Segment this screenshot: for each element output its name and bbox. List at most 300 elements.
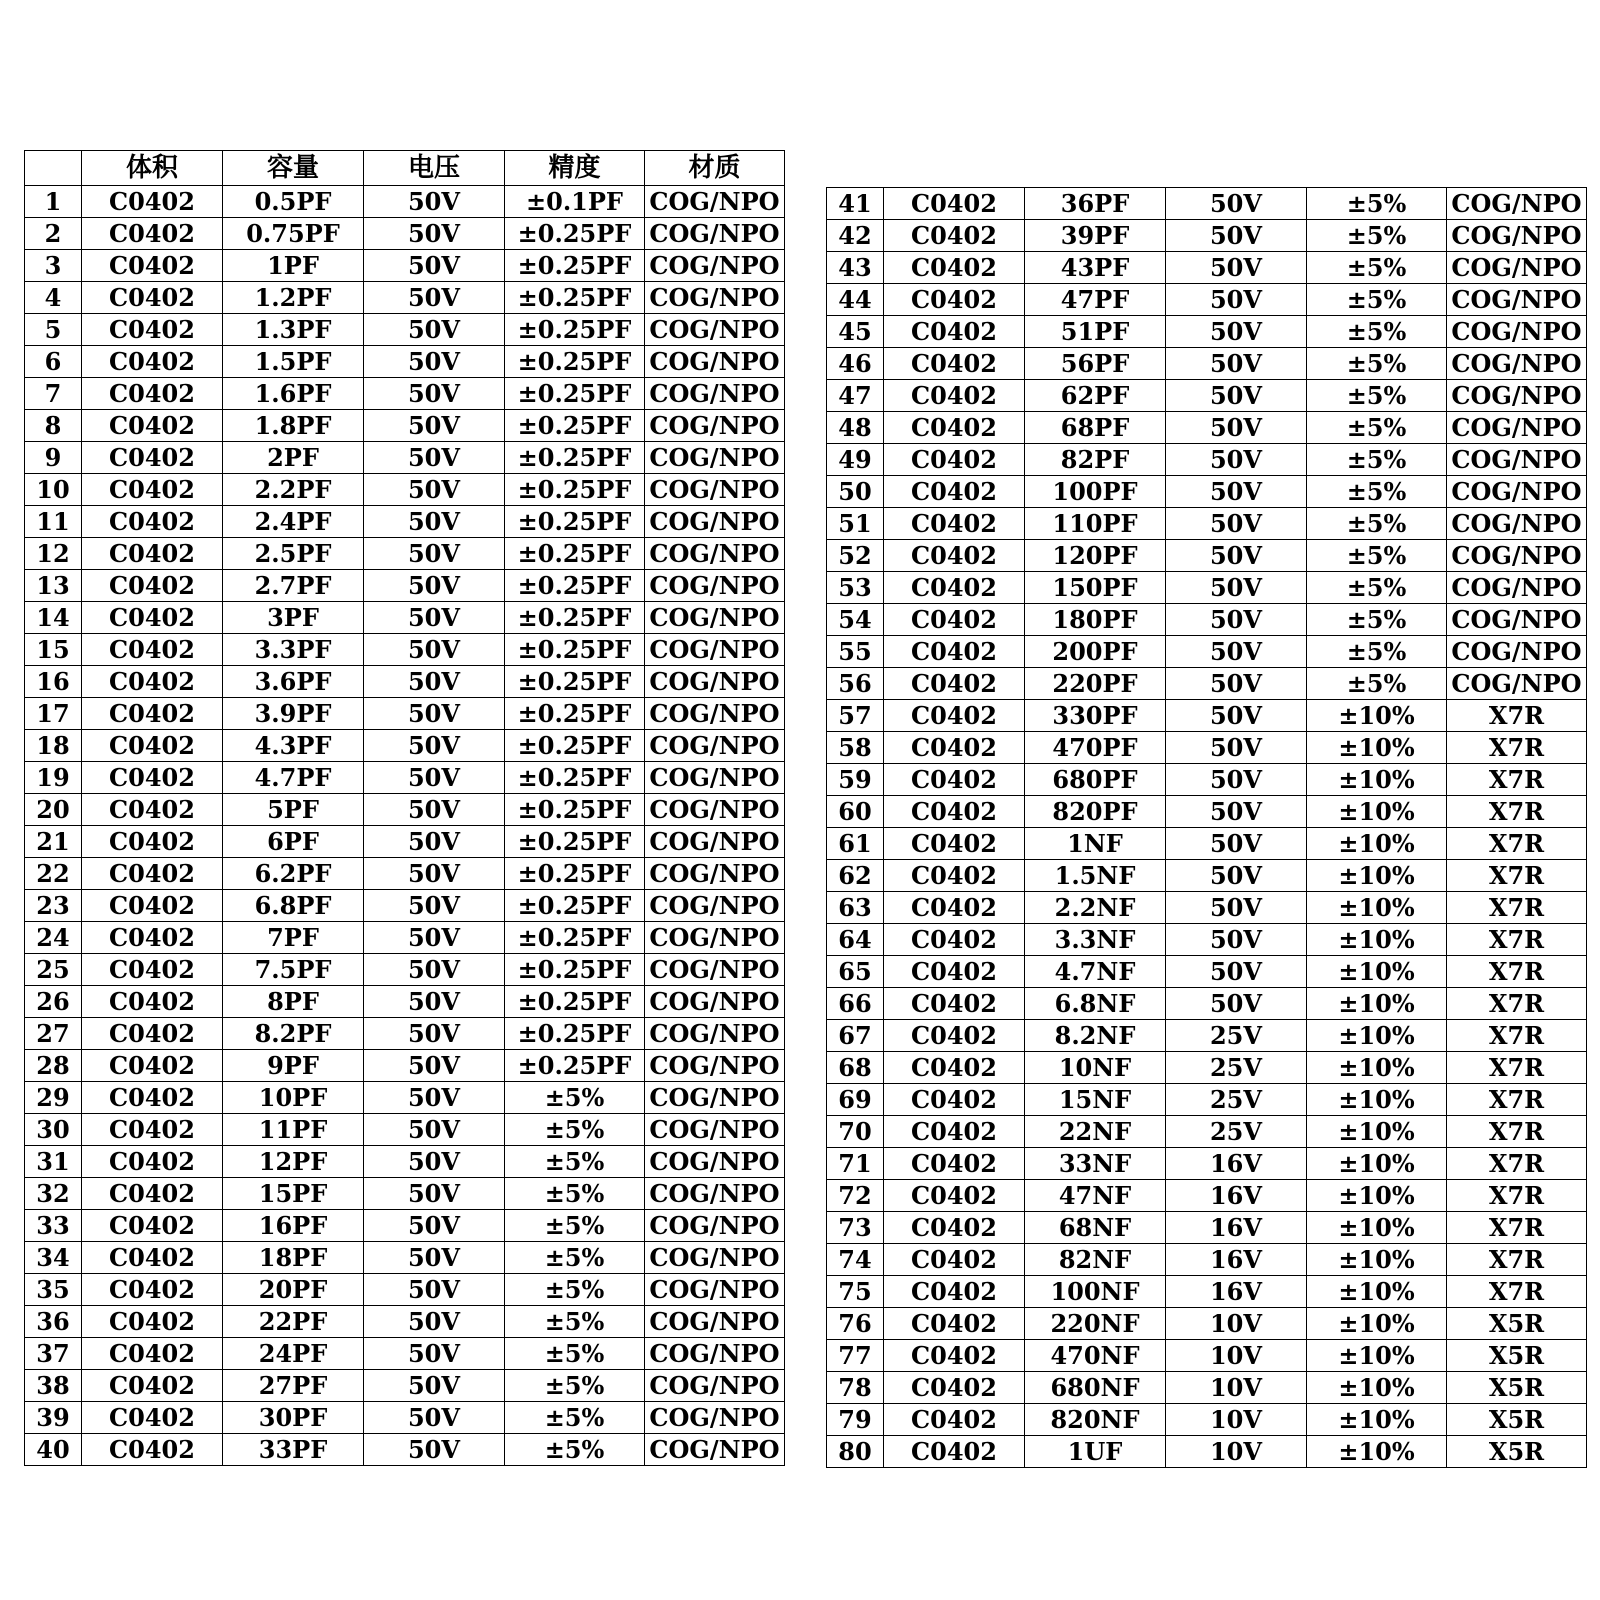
cell-index: 34 [25, 1242, 82, 1274]
cell-index: 27 [25, 1018, 82, 1050]
cell-voltage: 16V [1166, 1180, 1307, 1212]
cell-voltage: 50V [1166, 380, 1307, 412]
cell-tolerance: ±10% [1307, 1020, 1447, 1052]
cell-size: C0402 [82, 1306, 223, 1338]
cell-tolerance: ±10% [1307, 1404, 1447, 1436]
cell-voltage: 50V [364, 698, 505, 730]
cell-size: C0402 [82, 410, 223, 442]
cell-voltage: 50V [364, 250, 505, 282]
cell-size: C0402 [884, 1404, 1025, 1436]
cell-size: C0402 [82, 1114, 223, 1146]
cell-capacitance: 4.3PF [223, 730, 364, 762]
cell-index: 24 [25, 922, 82, 954]
cell-capacitance: 2.2NF [1025, 892, 1166, 924]
cell-material: COG/NPO [645, 1018, 785, 1050]
cell-tolerance: ±5% [1307, 604, 1447, 636]
cell-size: C0402 [82, 1178, 223, 1210]
cell-capacitance: 3.3PF [223, 634, 364, 666]
table-row [25, 1306, 785, 1338]
cell-index: 80 [827, 1436, 884, 1468]
cell-index: 20 [25, 794, 82, 826]
table-row [827, 828, 1587, 860]
cell-capacitance: 470NF [1025, 1340, 1166, 1372]
cell-index: 29 [25, 1082, 82, 1114]
cell-voltage: 50V [1166, 220, 1307, 252]
header-capacitance: 容量 [223, 151, 364, 186]
table-row [827, 1148, 1587, 1180]
cell-tolerance: ±10% [1307, 764, 1447, 796]
cell-tolerance: ±10% [1307, 1340, 1447, 1372]
table-row [827, 348, 1587, 380]
cell-voltage: 50V [364, 282, 505, 314]
cell-capacitance: 1PF [223, 250, 364, 282]
cell-capacitance: 9PF [223, 1050, 364, 1082]
cell-tolerance: ±0.25PF [505, 570, 645, 602]
cell-index: 52 [827, 540, 884, 572]
cell-capacitance: 220PF [1025, 668, 1166, 700]
cell-voltage: 50V [1166, 764, 1307, 796]
cell-index: 46 [827, 348, 884, 380]
cell-index: 58 [827, 732, 884, 764]
cell-tolerance: ±5% [1307, 412, 1447, 444]
cell-size: C0402 [82, 218, 223, 250]
cell-material: COG/NPO [645, 666, 785, 698]
cell-capacitance: 68NF [1025, 1212, 1166, 1244]
cell-tolerance: ±5% [505, 1114, 645, 1146]
cell-index: 42 [827, 220, 884, 252]
table-row [25, 858, 785, 890]
cell-tolerance: ±10% [1307, 1276, 1447, 1308]
cell-size: C0402 [884, 1276, 1025, 1308]
cell-material: COG/NPO [1447, 508, 1587, 540]
cell-material: COG/NPO [645, 1178, 785, 1210]
cell-material: X7R [1447, 1020, 1587, 1052]
cell-index: 55 [827, 636, 884, 668]
table-row [827, 444, 1587, 476]
cell-material: X7R [1447, 860, 1587, 892]
cell-capacitance: 62PF [1025, 380, 1166, 412]
cell-tolerance: ±0.25PF [505, 250, 645, 282]
cell-capacitance: 820PF [1025, 796, 1166, 828]
cell-tolerance: ±5% [505, 1210, 645, 1242]
cell-voltage: 50V [364, 858, 505, 890]
cell-tolerance: ±0.25PF [505, 538, 645, 570]
cell-tolerance: ±5% [1307, 540, 1447, 572]
cell-material: COG/NPO [645, 602, 785, 634]
cell-voltage: 50V [1166, 316, 1307, 348]
cell-capacitance: 47NF [1025, 1180, 1166, 1212]
table-row [25, 666, 785, 698]
cell-size: C0402 [884, 316, 1025, 348]
cell-index: 67 [827, 1020, 884, 1052]
table-row [827, 1308, 1587, 1340]
cell-voltage: 10V [1166, 1436, 1307, 1468]
cell-index: 62 [827, 860, 884, 892]
cell-index: 66 [827, 988, 884, 1020]
cell-voltage: 50V [364, 538, 505, 570]
table-row [827, 732, 1587, 764]
cell-size: C0402 [82, 1050, 223, 1082]
cell-tolerance: ±5% [505, 1146, 645, 1178]
cell-voltage: 25V [1166, 1084, 1307, 1116]
cell-capacitance: 200PF [1025, 636, 1166, 668]
cell-capacitance: 82PF [1025, 444, 1166, 476]
cell-material: X7R [1447, 892, 1587, 924]
cell-capacitance: 1.3PF [223, 314, 364, 346]
cell-material: COG/NPO [645, 826, 785, 858]
cell-size: C0402 [884, 1244, 1025, 1276]
cell-voltage: 50V [1166, 636, 1307, 668]
cell-voltage: 50V [364, 1402, 505, 1434]
cell-size: C0402 [82, 442, 223, 474]
cell-capacitance: 56PF [1025, 348, 1166, 380]
cell-tolerance: ±0.25PF [505, 1018, 645, 1050]
table-body-right [827, 188, 1587, 1468]
cell-index: 14 [25, 602, 82, 634]
cell-material: X7R [1447, 988, 1587, 1020]
cell-index: 12 [25, 538, 82, 570]
cell-voltage: 50V [364, 634, 505, 666]
cell-size: C0402 [82, 282, 223, 314]
cell-size: C0402 [82, 346, 223, 378]
cell-tolerance: ±5% [505, 1306, 645, 1338]
cell-index: 16 [25, 666, 82, 698]
cell-index: 79 [827, 1404, 884, 1436]
cell-material: COG/NPO [645, 1082, 785, 1114]
cell-material: X7R [1447, 1116, 1587, 1148]
cell-index: 73 [827, 1212, 884, 1244]
cell-tolerance: ±0.25PF [505, 666, 645, 698]
cell-index: 7 [25, 378, 82, 410]
cell-material: COG/NPO [645, 922, 785, 954]
table-row [25, 1242, 785, 1274]
cell-voltage: 10V [1166, 1372, 1307, 1404]
cell-size: C0402 [884, 1052, 1025, 1084]
cell-capacitance: 1.5PF [223, 346, 364, 378]
cell-tolerance: ±5% [505, 1434, 645, 1466]
table-row [827, 316, 1587, 348]
cell-material: X7R [1447, 828, 1587, 860]
cell-material: COG/NPO [1447, 444, 1587, 476]
cell-tolerance: ±10% [1307, 924, 1447, 956]
cell-tolerance: ±0.25PF [505, 442, 645, 474]
cell-index: 25 [25, 954, 82, 986]
table-body-left [25, 186, 785, 1466]
cell-index: 36 [25, 1306, 82, 1338]
cell-voltage: 16V [1166, 1212, 1307, 1244]
table-row [25, 794, 785, 826]
cell-material: COG/NPO [645, 730, 785, 762]
cell-size: C0402 [82, 730, 223, 762]
table-row [25, 186, 785, 218]
cell-size: C0402 [884, 188, 1025, 220]
table-row [25, 314, 785, 346]
cell-index: 10 [25, 474, 82, 506]
cell-tolerance: ±5% [1307, 668, 1447, 700]
cell-tolerance: ±10% [1307, 732, 1447, 764]
cell-size: C0402 [82, 314, 223, 346]
cell-voltage: 50V [364, 1114, 505, 1146]
cell-capacitance: 680PF [1025, 764, 1166, 796]
cell-index: 6 [25, 346, 82, 378]
table-row [25, 890, 785, 922]
cell-capacitance: 22PF [223, 1306, 364, 1338]
cell-index: 41 [827, 188, 884, 220]
cell-material: COG/NPO [645, 378, 785, 410]
cell-voltage: 25V [1166, 1116, 1307, 1148]
table-row [827, 220, 1587, 252]
cell-voltage: 50V [364, 506, 505, 538]
cell-material: COG/NPO [645, 1210, 785, 1242]
cell-capacitance: 1UF [1025, 1436, 1166, 1468]
cell-capacitance: 16PF [223, 1210, 364, 1242]
table-row [25, 474, 785, 506]
cell-tolerance: ±10% [1307, 1084, 1447, 1116]
cell-size: C0402 [82, 922, 223, 954]
cell-voltage: 50V [1166, 732, 1307, 764]
cell-size: C0402 [884, 668, 1025, 700]
table-row [827, 476, 1587, 508]
cell-index: 76 [827, 1308, 884, 1340]
table-row [827, 636, 1587, 668]
cell-index: 33 [25, 1210, 82, 1242]
cell-tolerance: ±0.25PF [505, 794, 645, 826]
cell-tolerance: ±0.25PF [505, 1050, 645, 1082]
cell-size: C0402 [82, 1018, 223, 1050]
cell-voltage: 10V [1166, 1404, 1307, 1436]
cell-size: C0402 [884, 220, 1025, 252]
cell-tolerance: ±0.25PF [505, 346, 645, 378]
cell-tolerance: ±0.25PF [505, 634, 645, 666]
cell-size: C0402 [82, 794, 223, 826]
cell-tolerance: ±0.25PF [505, 698, 645, 730]
cell-material: COG/NPO [645, 474, 785, 506]
cell-index: 50 [827, 476, 884, 508]
cell-material: COG/NPO [1447, 476, 1587, 508]
cell-tolerance: ±10% [1307, 700, 1447, 732]
cell-index: 26 [25, 986, 82, 1018]
table-row [25, 1338, 785, 1370]
cell-index: 13 [25, 570, 82, 602]
cell-material: COG/NPO [645, 346, 785, 378]
cell-size: C0402 [82, 1370, 223, 1402]
cell-index: 22 [25, 858, 82, 890]
cell-voltage: 50V [1166, 476, 1307, 508]
table-row [827, 1212, 1587, 1244]
cell-capacitance: 30PF [223, 1402, 364, 1434]
cell-size: C0402 [884, 1020, 1025, 1052]
cell-tolerance: ±5% [1307, 252, 1447, 284]
cell-material: COG/NPO [645, 1146, 785, 1178]
cell-size: C0402 [82, 698, 223, 730]
cell-capacitance: 8PF [223, 986, 364, 1018]
cell-index: 63 [827, 892, 884, 924]
cell-capacitance: 2PF [223, 442, 364, 474]
cell-size: C0402 [884, 1340, 1025, 1372]
cell-voltage: 50V [364, 762, 505, 794]
table-row [25, 1370, 785, 1402]
table-row [25, 826, 785, 858]
table-row [25, 1210, 785, 1242]
cell-capacitance: 4.7NF [1025, 956, 1166, 988]
cell-size: C0402 [884, 284, 1025, 316]
cell-tolerance: ±10% [1307, 988, 1447, 1020]
cell-voltage: 50V [1166, 572, 1307, 604]
cell-material: COG/NPO [645, 1114, 785, 1146]
table-row [25, 1274, 785, 1306]
cell-capacitance: 6.2PF [223, 858, 364, 890]
cell-material: COG/NPO [645, 538, 785, 570]
cell-size: C0402 [884, 348, 1025, 380]
table-row [827, 1340, 1587, 1372]
table-row [25, 954, 785, 986]
cell-material: X7R [1447, 764, 1587, 796]
cell-tolerance: ±5% [1307, 284, 1447, 316]
cell-material: COG/NPO [1447, 380, 1587, 412]
table-row [827, 1052, 1587, 1084]
table-row [25, 378, 785, 410]
cell-voltage: 50V [1166, 412, 1307, 444]
cell-material: COG/NPO [645, 250, 785, 282]
cell-size: C0402 [884, 828, 1025, 860]
cell-size: C0402 [82, 1274, 223, 1306]
cell-index: 77 [827, 1340, 884, 1372]
cell-material: COG/NPO [645, 1306, 785, 1338]
cell-size: C0402 [82, 602, 223, 634]
cell-tolerance: ±5% [1307, 188, 1447, 220]
cell-size: C0402 [884, 956, 1025, 988]
cell-voltage: 10V [1166, 1340, 1307, 1372]
cell-material: COG/NPO [645, 506, 785, 538]
cell-material: COG/NPO [1447, 636, 1587, 668]
cell-capacitance: 33NF [1025, 1148, 1166, 1180]
cell-tolerance: ±0.25PF [505, 890, 645, 922]
cell-material: X7R [1447, 1212, 1587, 1244]
cell-tolerance: ±5% [1307, 220, 1447, 252]
cell-index: 19 [25, 762, 82, 794]
capacitor-table-right [826, 187, 1587, 1468]
cell-size: C0402 [884, 988, 1025, 1020]
cell-material: COG/NPO [1447, 316, 1587, 348]
cell-voltage: 25V [1166, 1020, 1307, 1052]
cell-material: COG/NPO [645, 442, 785, 474]
cell-tolerance: ±10% [1307, 1308, 1447, 1340]
cell-material: COG/NPO [645, 570, 785, 602]
cell-size: C0402 [82, 1210, 223, 1242]
cell-tolerance: ±0.25PF [505, 218, 645, 250]
cell-size: C0402 [884, 1308, 1025, 1340]
cell-tolerance: ±5% [1307, 476, 1447, 508]
cell-index: 44 [827, 284, 884, 316]
cell-capacitance: 15NF [1025, 1084, 1166, 1116]
cell-index: 18 [25, 730, 82, 762]
cell-material: COG/NPO [645, 698, 785, 730]
cell-material: X7R [1447, 1084, 1587, 1116]
cell-index: 64 [827, 924, 884, 956]
table-row [827, 1276, 1587, 1308]
cell-index: 4 [25, 282, 82, 314]
cell-tolerance: ±0.25PF [505, 762, 645, 794]
cell-index: 54 [827, 604, 884, 636]
cell-capacitance: 3.6PF [223, 666, 364, 698]
cell-index: 37 [25, 1338, 82, 1370]
cell-voltage: 50V [364, 1050, 505, 1082]
table-row [25, 570, 785, 602]
cell-size: C0402 [884, 892, 1025, 924]
table-row [25, 602, 785, 634]
cell-size: C0402 [82, 1434, 223, 1466]
cell-material: COG/NPO [1447, 412, 1587, 444]
cell-size: C0402 [884, 1372, 1025, 1404]
cell-tolerance: ±5% [505, 1082, 645, 1114]
cell-capacitance: 27PF [223, 1370, 364, 1402]
cell-tolerance: ±5% [1307, 348, 1447, 380]
cell-size: C0402 [82, 826, 223, 858]
cell-capacitance: 1.6PF [223, 378, 364, 410]
cell-voltage: 50V [364, 826, 505, 858]
cell-capacitance: 1.8PF [223, 410, 364, 442]
cell-tolerance: ±10% [1307, 1180, 1447, 1212]
table-row [25, 1114, 785, 1146]
cell-voltage: 16V [1166, 1244, 1307, 1276]
cell-tolerance: ±10% [1307, 1244, 1447, 1276]
cell-voltage: 50V [364, 346, 505, 378]
cell-voltage: 50V [364, 1082, 505, 1114]
cell-material: X7R [1447, 924, 1587, 956]
header-index [25, 151, 82, 186]
table-row [827, 764, 1587, 796]
cell-material: X7R [1447, 1244, 1587, 1276]
cell-tolerance: ±5% [1307, 380, 1447, 412]
cell-material: COG/NPO [645, 314, 785, 346]
cell-voltage: 50V [1166, 924, 1307, 956]
table-row [25, 634, 785, 666]
cell-size: C0402 [82, 890, 223, 922]
table-row [25, 506, 785, 538]
cell-voltage: 50V [1166, 860, 1307, 892]
cell-material: X5R [1447, 1308, 1587, 1340]
cell-index: 72 [827, 1180, 884, 1212]
cell-material: COG/NPO [645, 410, 785, 442]
cell-size: C0402 [82, 186, 223, 218]
cell-voltage: 50V [1166, 796, 1307, 828]
cell-index: 75 [827, 1276, 884, 1308]
cell-size: C0402 [884, 860, 1025, 892]
cell-size: C0402 [82, 1146, 223, 1178]
cell-voltage: 50V [364, 186, 505, 218]
cell-tolerance: ±10% [1307, 860, 1447, 892]
table-row [827, 700, 1587, 732]
cell-voltage: 50V [364, 1306, 505, 1338]
table-row [25, 698, 785, 730]
cell-index: 9 [25, 442, 82, 474]
cell-index: 47 [827, 380, 884, 412]
cell-voltage: 50V [364, 410, 505, 442]
cell-capacitance: 68PF [1025, 412, 1166, 444]
table-row [25, 986, 785, 1018]
cell-size: C0402 [884, 1116, 1025, 1148]
cell-capacitance: 220NF [1025, 1308, 1166, 1340]
cell-material: COG/NPO [645, 890, 785, 922]
cell-tolerance: ±10% [1307, 1436, 1447, 1468]
cell-size: C0402 [884, 508, 1025, 540]
cell-size: C0402 [884, 796, 1025, 828]
cell-material: COG/NPO [1447, 348, 1587, 380]
cell-capacitance: 51PF [1025, 316, 1166, 348]
cell-size: C0402 [884, 1148, 1025, 1180]
cell-index: 49 [827, 444, 884, 476]
cell-tolerance: ±0.25PF [505, 602, 645, 634]
